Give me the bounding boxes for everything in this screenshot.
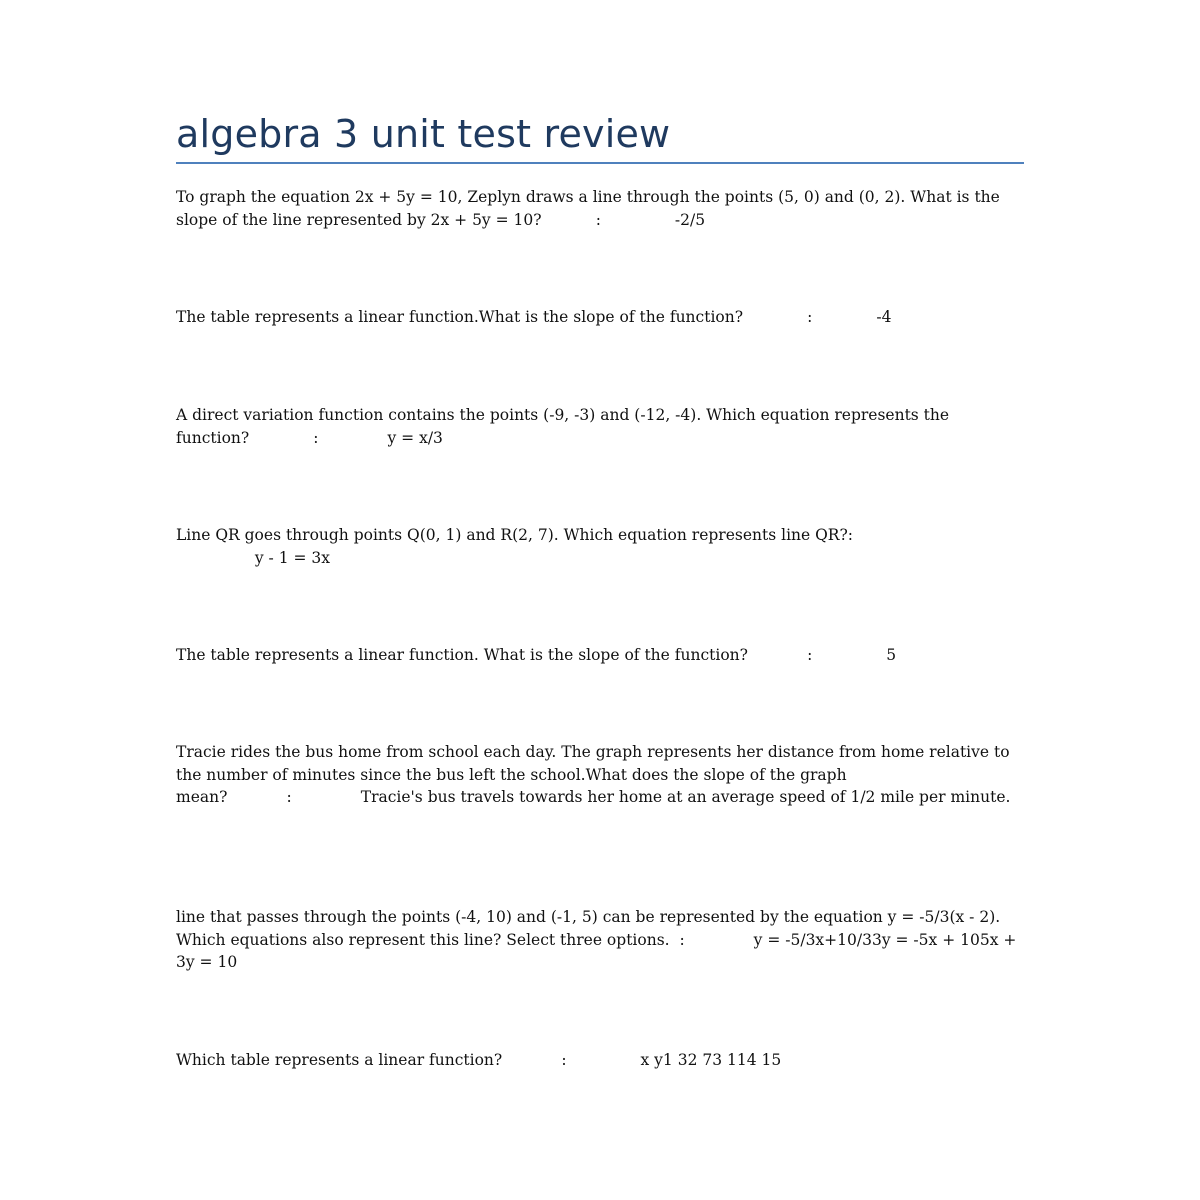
answer-text: -2/5: [674, 210, 706, 229]
question-answer-item: [176, 404, 1024, 449]
answer-separator: :: [807, 308, 813, 326]
question-answer-item: [176, 306, 1024, 329]
question-text: To graph the equation 2x + 5y = 10, Zeplyn draws a line through the points (5, 0) and (0, 2). What is the slope of the line represented by 2x + 5y = 10?: [176, 188, 1005, 229]
answer-separator: :: [807, 646, 813, 664]
question-answer-item: [176, 524, 1024, 569]
question-text: Tracie rides the bus home from school each day. The graph represents her distance from home relative to the number of minutes since the bus left the school.What does the slope of the graph mean?: [176, 743, 1015, 806]
question-text: line that passes through the points (-4, 10) and (-1, 5) can be represented by the equation y = -5/3(x - 2). Which equations also represent this line? Select three options.: [176, 908, 1006, 949]
title-underline: [176, 162, 1024, 164]
question-text: The table represents a linear function. What is the slope of the function?: [176, 646, 748, 664]
answer-separator: :: [286, 788, 292, 806]
question-text: The table represents a linear function.What is the slope of the function?: [176, 308, 744, 326]
answer-separator: :: [847, 526, 854, 544]
answer-text: -4: [876, 308, 892, 326]
answer-separator: :: [679, 930, 685, 949]
question-answer-item: [176, 186, 1024, 231]
question-answer-item: [176, 741, 1024, 809]
answer-separator: :: [595, 210, 601, 229]
answer-text: x y1 32 73 114 15: [640, 1051, 782, 1069]
question-answer-item: [176, 1049, 1024, 1072]
answer-separator: :: [561, 1051, 567, 1069]
question-text: A direct variation function contains the points (-9, -3) and (-12, -4). Which equation represents the function?: [176, 406, 955, 447]
answer-text: y = -5/3x+10/33y = -5x + 105x + 3y = 10: [176, 930, 1022, 971]
question-text: Which table represents a linear function?: [176, 1051, 503, 1069]
answer-text: 5: [886, 646, 897, 664]
question-text: Line QR goes through points Q(0, 1) and R(2, 7). Which equation represents line QR?: [176, 526, 848, 544]
answer-text: Tracie's bus travels towards her home at an average speed of 1/2 mile per minute.: [360, 788, 1011, 806]
page-title: algebra 3 unit test review: [176, 112, 671, 156]
question-answer-item: [176, 644, 1024, 667]
answer-text: y = x/3: [387, 428, 443, 447]
answer-separator: :: [313, 428, 319, 447]
question-answer-item: [176, 906, 1024, 974]
answer-text: y - 1 = 3x: [254, 548, 330, 567]
